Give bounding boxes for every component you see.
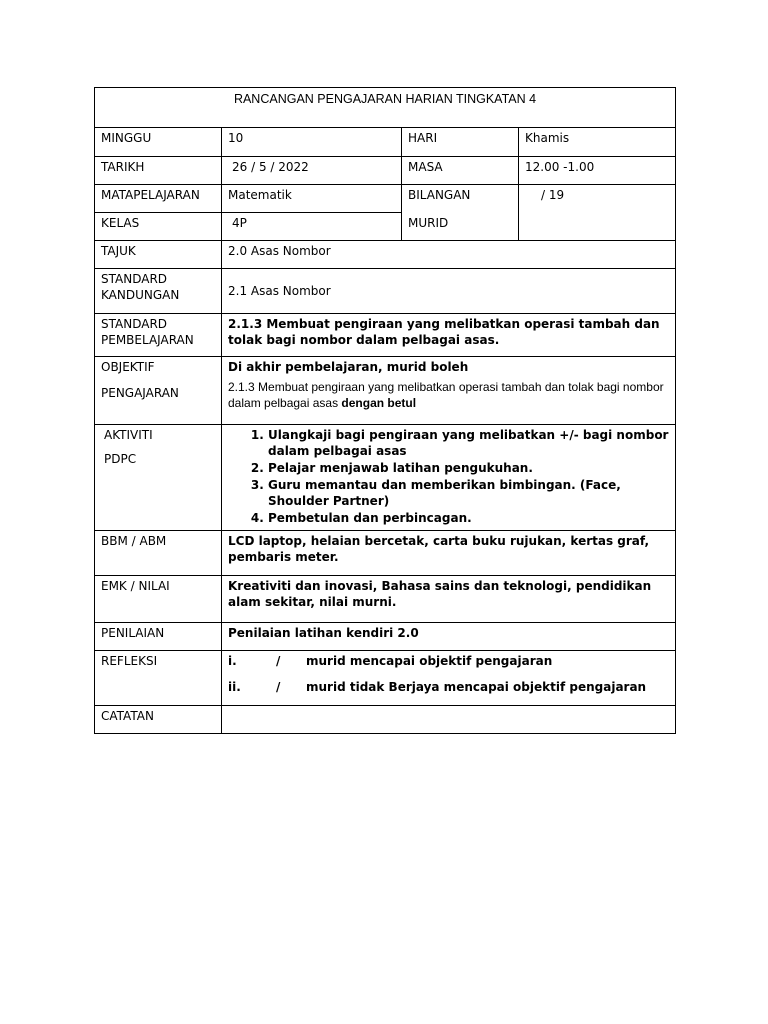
standard-pembelajaran-label-2: PEMBELAJARAN [101,333,194,347]
emk-label: EMK / NILAI [95,576,222,623]
refleksi-item [228,679,669,695]
objektif-intro: Di akhir pembelajaran, murid boleh [228,360,469,374]
refleksi-slash: / [276,654,281,668]
masa-label: MASA [402,157,519,185]
aktiviti-label [95,425,222,531]
standard-kandungan-label [95,269,222,314]
standard-kandungan-value: 2.1 Asas Nombor [222,269,676,314]
standard-kandungan-label-2: KANDUNGAN [101,288,180,302]
tajuk-label: TAJUK [95,241,222,269]
objektif-value [222,357,676,425]
aktiviti-label-2: PDPC [104,452,137,466]
refleksi-slash: / [276,680,281,694]
aktiviti-item: 4. Pembetulan dan perbincagan. [268,510,669,526]
catatan-label: CATATAN [95,706,222,734]
minggu-value: 10 [222,128,402,157]
standard-pembelajaran-label [95,314,222,357]
catatan-value [222,706,676,734]
penilaian-label: PENILAIAN [95,623,222,651]
refleksi-number: i. [228,654,237,668]
tarikh-label: TARIKH [95,157,222,185]
aktiviti-label-1: AKTIVITI [104,428,153,442]
standard-kandungan-label-1: STANDARD [101,272,168,286]
kelas-value: 4P [222,213,402,241]
refleksi-item [228,653,669,669]
bbm-value: LCD laptop, helaian bercetak, carta buku rujukan, kertas graf, pembaris meter. [222,531,676,576]
matapelajaran-value: Matematik [222,185,402,213]
refleksi-text: murid tidak Berjaya mencapai objektif pengajaran [306,680,647,694]
bilangan-value: / 19 [519,185,676,241]
aktiviti-item: 2. Pelajar menjawab latihan pengukuhan. [268,460,669,476]
emk-value: Kreativiti dan inovasi, Bahasa sains dan teknologi, pendidikan alam sekitar, nilai murni. [222,576,676,623]
penilaian-value: Penilaian latihan kendiri 2.0 [222,623,676,651]
hari-value: Khamis [519,128,676,157]
objektif-statement [228,379,669,411]
aktiviti-item: 3. Guru memantau dan memberikan bimbingan. (Face, Shoulder Partner) [268,477,669,509]
objektif-label-1: OBJEKTIF [101,360,155,374]
bilangan-label: BILANGAN [408,188,471,202]
tarikh-value: 26 / 5 / 2022 [222,157,402,185]
objektif-label-2: PENGAJARAN [101,386,179,400]
lesson-plan-table [94,87,676,734]
minggu-label: MINGGU [95,128,222,157]
objektif-statement-text: 2.1.3 Membuat pengiraan yang melibatkan operasi tambah dan tolak bagi nombor dalam pelbagai asas [228,380,664,410]
matapelajaran-label: MATAPELAJARAN [95,185,222,213]
murid-label: MURID [408,216,449,230]
refleksi-number: ii. [228,680,241,694]
refleksi-label: REFLEKSI [95,651,222,706]
objektif-statement-bold: dengan betul [341,396,417,410]
bilangan-murid-label [402,185,519,241]
hari-label: HARI [402,128,519,157]
bbm-label: BBM / ABM [95,531,222,576]
kelas-label: KELAS [95,213,222,241]
objektif-label [95,357,222,425]
refleksi-value [222,651,676,706]
aktiviti-list [228,427,669,526]
tajuk-value: 2.0 Asas Nombor [222,241,676,269]
standard-pembelajaran-value: 2.1.3 Membuat pengiraan yang melibatkan operasi tambah dan tolak bagi nombor dalam pelbagai asas. [222,314,676,357]
refleksi-text: murid mencapai objektif pengajaran [306,654,553,668]
masa-value: 12.00 -1.00 [519,157,676,185]
aktiviti-item: 1. Ulangkaji bagi pengiraan yang melibatkan +/- bagi nombor dalam pelbagai asas [268,427,669,459]
aktiviti-value [222,425,676,531]
standard-pembelajaran-label-1: STANDARD [101,317,168,331]
document-title: RANCANGAN PENGAJARAN HARIAN TINGKATAN 4 [95,88,676,128]
